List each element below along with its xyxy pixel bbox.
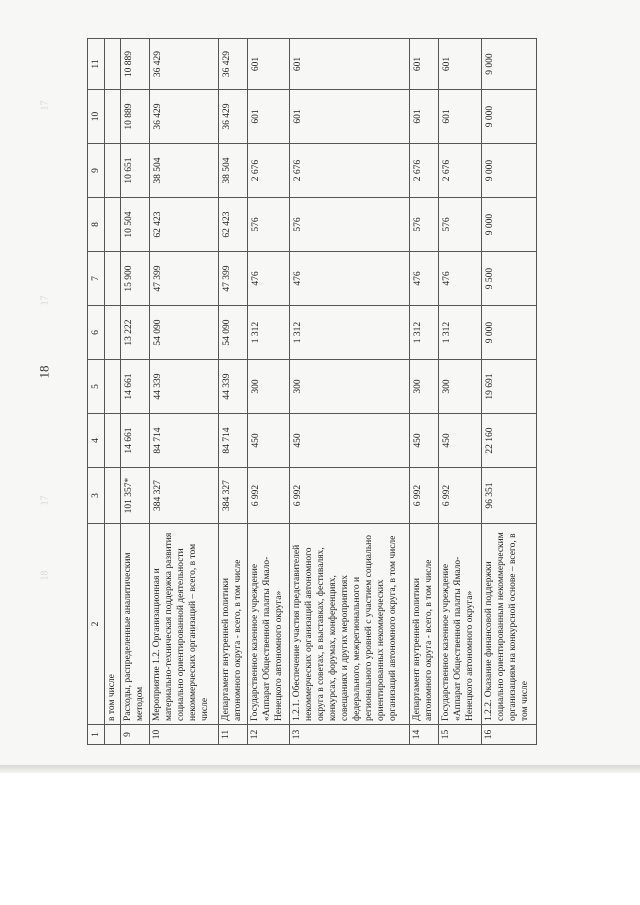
value-cell: 13 222 <box>121 306 150 360</box>
page-bottom-shadow <box>0 765 640 773</box>
value-cell: 1 312 <box>439 306 481 360</box>
value-cell: 84 714 <box>150 414 218 468</box>
table-row <box>218 39 247 745</box>
value-cell: 576 <box>247 198 289 252</box>
value-cell <box>105 306 121 360</box>
value-cell: 450 <box>410 414 439 468</box>
value-cell: 36 429 <box>150 39 218 90</box>
row-title: Мероприятие 1.2. Организационная и материально-техническая поддержка развития социально ориентированной деятельности некоммерческих организаций – всего, в том числе <box>150 524 218 725</box>
value-cell: 1 312 <box>247 306 289 360</box>
value-cell: 601 <box>439 39 481 90</box>
value-cell: 38 504 <box>218 144 247 198</box>
value-cell: 84 714 <box>218 414 247 468</box>
value-cell: 2 676 <box>410 144 439 198</box>
value-cell: 2 676 <box>439 144 481 198</box>
value-cell: 6 992 <box>290 468 410 524</box>
value-cell: 36 429 <box>218 39 247 90</box>
table-body <box>105 39 537 745</box>
value-cell: 44 339 <box>218 360 247 414</box>
value-cell: 601 <box>247 90 289 144</box>
value-cell: 10 889 <box>121 90 150 144</box>
value-cell: 300 <box>439 360 481 414</box>
column-header: 6 <box>88 306 105 360</box>
budget-table <box>87 38 537 745</box>
value-cell: 300 <box>410 360 439 414</box>
value-cell <box>105 468 121 524</box>
value-cell: 6 992 <box>410 468 439 524</box>
row-title: Департамент внутренней политики автономного округа - всего, в том числе <box>218 524 247 725</box>
row-number: 9 <box>121 725 150 745</box>
value-cell: 10 651 <box>121 144 150 198</box>
column-header: 5 <box>88 360 105 414</box>
value-cell: 9 000 <box>481 306 536 360</box>
value-cell: 96 351 <box>481 468 536 524</box>
value-cell: 384 327 <box>150 468 218 524</box>
value-cell: 2 676 <box>290 144 410 198</box>
bleed-through-mark: 18 <box>39 570 51 581</box>
table-row <box>439 39 481 745</box>
value-cell: 9 000 <box>481 144 536 198</box>
value-cell: 601 <box>247 39 289 90</box>
value-cell: 384 327 <box>218 468 247 524</box>
value-cell: 44 339 <box>150 360 218 414</box>
column-header: 8 <box>88 198 105 252</box>
table-row <box>247 39 289 745</box>
row-title: в том числе <box>105 524 121 725</box>
value-cell <box>105 39 121 90</box>
column-header: 7 <box>88 252 105 306</box>
value-cell <box>105 414 121 468</box>
value-cell: 476 <box>247 252 289 306</box>
value-cell: 601 <box>290 39 410 90</box>
table-row <box>290 39 410 745</box>
value-cell <box>105 90 121 144</box>
value-cell: 576 <box>410 198 439 252</box>
value-cell <box>105 360 121 414</box>
header-row <box>88 39 105 745</box>
value-cell: 476 <box>410 252 439 306</box>
bleed-through-mark: 17 <box>39 100 51 111</box>
column-header: 2 <box>88 524 105 725</box>
value-cell: 300 <box>290 360 410 414</box>
table-row <box>410 39 439 745</box>
value-cell: 10 504 <box>121 198 150 252</box>
value-cell: 10 889 <box>121 39 150 90</box>
value-cell: 62 423 <box>150 198 218 252</box>
value-cell: 6 992 <box>439 468 481 524</box>
blank-area <box>0 773 640 905</box>
value-cell: 47 399 <box>150 252 218 306</box>
column-header: 11 <box>88 39 105 90</box>
value-cell: 22 160 <box>481 414 536 468</box>
value-cell: 576 <box>439 198 481 252</box>
row-title: 1.2.2. Оказание финансовой поддержки социально ориентированным некоммерческим организациям на конкурсной основе – всего, в том числе <box>481 524 536 725</box>
column-header: 9 <box>88 144 105 198</box>
value-cell: 1 312 <box>290 306 410 360</box>
value-cell: 36 429 <box>150 90 218 144</box>
row-number: 13 <box>290 725 410 745</box>
row-title: Департамент внутренней политики автономного округа - всего, в том числе <box>410 524 439 725</box>
value-cell <box>105 198 121 252</box>
bleed-through-mark: 17 <box>39 495 51 506</box>
table-row <box>481 39 536 745</box>
column-header: 3 <box>88 468 105 524</box>
column-header: 10 <box>88 90 105 144</box>
value-cell: 450 <box>439 414 481 468</box>
row-number: 10 <box>150 725 218 745</box>
value-cell: 62 423 <box>218 198 247 252</box>
row-number: 15 <box>439 725 481 745</box>
value-cell: 101 357* <box>121 468 150 524</box>
row-number: 16 <box>481 725 536 745</box>
value-cell: 14 661 <box>121 360 150 414</box>
table-row <box>121 39 150 745</box>
row-title: Государственное казенное учреждение «Аппарат Общественной палаты Ямало-Ненецкого автономного округа» <box>247 524 289 725</box>
value-cell: 14 661 <box>121 414 150 468</box>
value-cell: 36 429 <box>218 90 247 144</box>
value-cell: 9 000 <box>481 90 536 144</box>
value-cell: 601 <box>410 39 439 90</box>
value-cell: 476 <box>439 252 481 306</box>
value-cell <box>105 144 121 198</box>
value-cell: 15 900 <box>121 252 150 306</box>
value-cell <box>105 252 121 306</box>
rotated-table-container <box>87 39 537 745</box>
value-cell: 19 691 <box>481 360 536 414</box>
value-cell: 450 <box>247 414 289 468</box>
value-cell: 601 <box>439 90 481 144</box>
value-cell: 576 <box>290 198 410 252</box>
row-title: Государственное казенное учреждение «Аппарат Общественной палаты Ямало-Ненецкого автономного округа» <box>439 524 481 725</box>
value-cell: 300 <box>247 360 289 414</box>
value-cell: 54 090 <box>218 306 247 360</box>
value-cell: 47 399 <box>218 252 247 306</box>
column-header: 4 <box>88 414 105 468</box>
value-cell: 1 312 <box>410 306 439 360</box>
row-title: 1.2.1. Обеспечение участия представителей некоммерческих организаций автономного округа в советах, в выставках, фестивалях, конкурсах, форумах, конференциях, совещаниях и других мероприятиях федерального, межрегионального и регионального уровней с участием социально ориентированных некоммерческих организаций автономного округа, в том числе <box>290 524 410 725</box>
bleed-through-mark: 17 <box>39 295 51 306</box>
row-number: 14 <box>410 725 439 745</box>
row-number: 11 <box>218 725 247 745</box>
value-cell: 476 <box>290 252 410 306</box>
page-number: 18 <box>36 365 52 379</box>
value-cell: 38 504 <box>150 144 218 198</box>
column-header: 1 <box>88 725 105 745</box>
value-cell: 9 000 <box>481 39 536 90</box>
value-cell: 450 <box>290 414 410 468</box>
table-row <box>105 39 121 745</box>
row-number: 12 <box>247 725 289 745</box>
value-cell: 2 676 <box>247 144 289 198</box>
value-cell: 601 <box>410 90 439 144</box>
value-cell: 9 500 <box>481 252 536 306</box>
row-number <box>105 725 121 745</box>
value-cell: 601 <box>290 90 410 144</box>
table-row <box>150 39 218 745</box>
value-cell: 9 000 <box>481 198 536 252</box>
row-title: Расходы, распределенные аналитическим методом <box>121 524 150 725</box>
value-cell: 6 992 <box>247 468 289 524</box>
value-cell: 54 090 <box>150 306 218 360</box>
